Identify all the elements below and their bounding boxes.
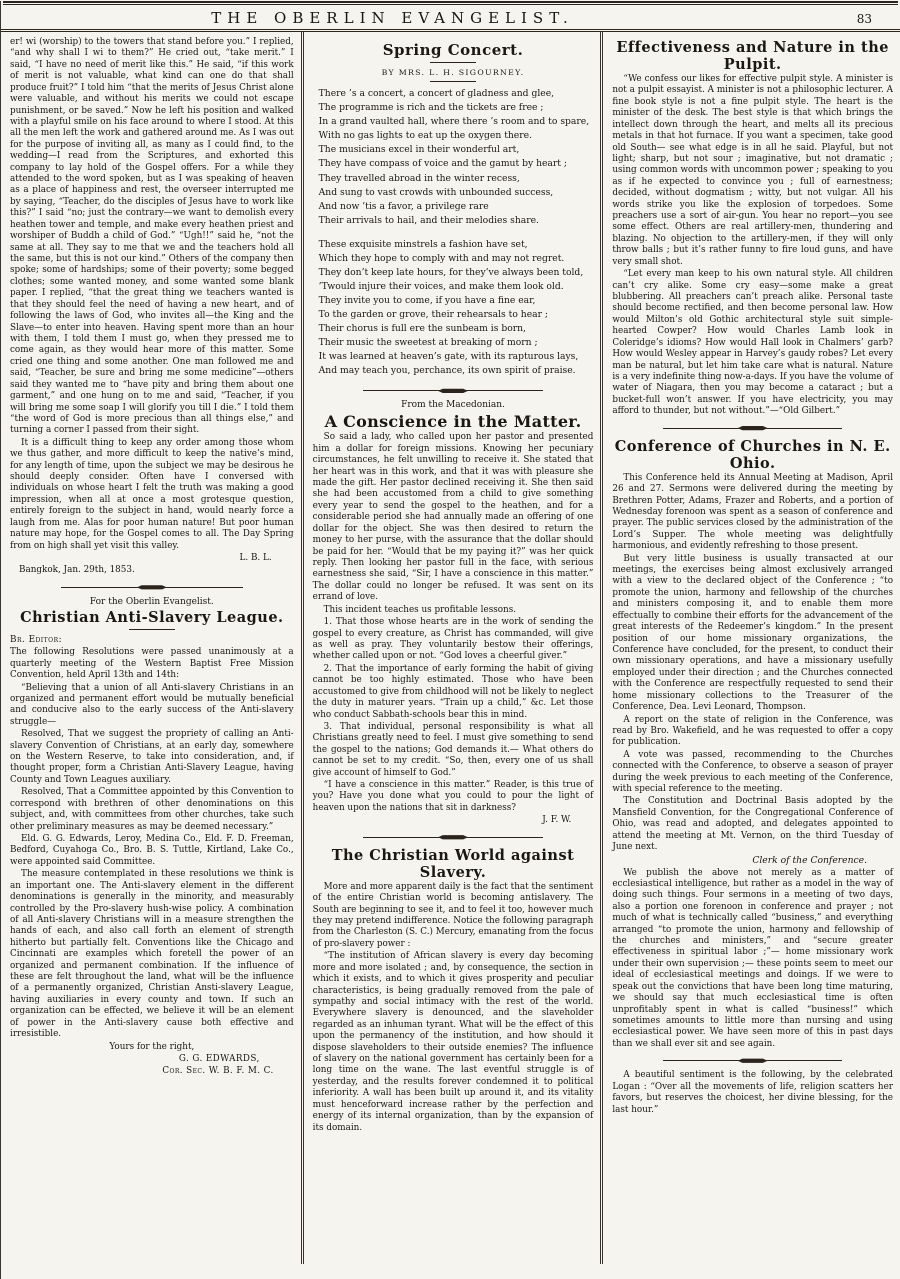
letter-signature: J. F. W. bbox=[542, 815, 572, 826]
article-kicker: From the Macedonian. bbox=[401, 400, 505, 411]
paragraph: A beautiful sentiment is the following, by the celebrated Logan : “Over all the movements of life, religion scatters her favors, but reserves the choicest, her divine blessing, for the last hour.” bbox=[612, 1070, 894, 1115]
title-rule bbox=[430, 62, 476, 63]
divider-ornament bbox=[61, 585, 243, 590]
poem-line: There ’s a concert, a concert of gladness and glee, bbox=[318, 88, 555, 100]
article-conference bbox=[612, 438, 893, 1051]
paragraph: “I have a conscience in this matter.” Reader, is this true of you? Have you done what you could to pour the light of heaven upon the nations that sit in darkness? bbox=[312, 780, 594, 813]
poem-line: Their arrivals to hail, and their melodies share. bbox=[318, 214, 539, 226]
article-christian-world bbox=[313, 847, 594, 1134]
diamond-icon bbox=[137, 585, 167, 590]
paragraph: er! wi (worship) to the towers that stand before you.” I replied, “and why shall I wi to them?” He cried out, “take merit.” I said, “I have no need of merit like this.” He said, “if this work of merit is not valuable, what kind can one do that shall produce fruit?” I told him “that the merits of Jesus Christ alone were valuable, and without his merits we could not escape punishment, or be saved.” Now he left his position and walked with a playful smile on his face around to where I stood. At this all the men left the work and gathered around me. As I was out for the purpose of inviting all, as many as I could find, to the wedding—I read from the Scriptures, and exhorted this company to lay hold of the Gospel offers. For a while they attended to the word spoken, but as I was speaking of heaven as a place of happiness and rest, the overseer interrupted me by saying, “Teacher, do the disciples of Jesus have to work like this?” I said “no; just the contrary—we want to demolish every heathen tower and temple, and make every heathen priest and worshiper of Buddh a child of God.” “Ugh!!” said he, “not the same at all. They say to me that we and the teachers hold all the same, but this is not our kind.” Others of the company then spoke; some of hardships; some of their poverty; some begged clothes; some wanted money, and some wanted some blank paper. I replied, “that the great thing we teachers wanted is that they should feel the need of having a new heart, and of following the laws of God, who invites all—the King and the Slave—to enter into heaven. Having spent more than an hour with them, I told them I must go, when they pressed me to come again, as they would hear more of this matter. Some cried one thing and some another. One man followed me and said, “Teacher, be sure and bring me some medicine”—others said they wanted me to “have pity and bring them about one garment,” and one hung on to me and said, “Teacher, if you will bring me some soap I will glorify you till I die.” I told them “the word of God is more precious than all things else,” and turning a corner I passed from their sight. bbox=[10, 37, 294, 436]
poem-line: Their music the sweetest at breaking of morn ; bbox=[318, 337, 538, 349]
paragraph: A vote was passed, recommending to the Churches connected with the Conference, to observe a season of prayer during the week previous to each meeting of the Conference, with special reference to the meeting. bbox=[612, 749, 894, 795]
clerk-signature: Clerk of the Conference. bbox=[752, 854, 868, 866]
poem-line: They have compass of voice and the gamut by heart ; bbox=[318, 158, 568, 170]
article-pulpit bbox=[612, 39, 893, 418]
divider-ornament bbox=[663, 426, 843, 431]
poem-line: The musicians excel in their wonderful art, bbox=[318, 144, 520, 156]
article-spring-concert bbox=[313, 41, 594, 377]
divider-ornament bbox=[363, 388, 543, 393]
article-anti-slavery-league bbox=[10, 597, 294, 1078]
article-title: A Conscience in the Matter. bbox=[324, 412, 582, 432]
article-kicker: For the Oberlin Evangelist. bbox=[89, 596, 214, 607]
paragraph: “We confess our likes for effective pulpit style. A minister is not a pulpit essayist. A minister is not a philosophic lecturer. A fine book style is not a fine pulpit style. The heart is the minister of the desk. The best style is that which brings the intellect down through the heart, and melts all its precious metals in that hot furnace. If you want a specimen, take good old South— see what edge is in all he said. Playful, but not light; sharp, but not sour ; imaginative, but not dramatic ; using common words with uncommon power ; speaking to you as if he expected to convince you ; full of earnestness; decided, without dogmatism ; witty, but not vulgar. All his words strike you like the explosion of torpedoes. Some preachers use a sort of air-gun. You hear no report—you see some effect. Others are real artillery-men, thundering and blazing. No objection to the artillery-men, if they will only throw balls ; but it’s rather funny to fire loud guns, and have very small shot. bbox=[612, 74, 894, 267]
paragraph: “Believing that a union of all Anti-slavery Christians in an organized and permanent effort would be mutually beneficial and conducive also to the early success of the Anti-slavery struggle— bbox=[10, 682, 294, 727]
dateline: Bangkok, Jan. 29th, 1853. bbox=[19, 565, 135, 576]
poem-byline: BY MRS. L. H. SIGOURNEY. bbox=[381, 68, 525, 77]
paragraph: “The institution of African slavery is every day becoming more and more isolated ; and, by consequence, the section in which it exists, and to which it gives prosperity and peculiar characteristics, is being gradually removed from the pale of sympathy and social intimacy with the rest of the world. Everywhere slavery is denounced, and the slaveholder regarded as an inhuman tyrant. What will be the effect of this upon the permanency of the institution, and how should it dispose slaveholders to their outside enemies? The influence of slavery on the national government has certainly been for a long time on the wane. The last eventful struggle is of yesterday, and the results forever condemned it to political inferiority. A wall has been built up around it, and its vitality must henceforward increase rather by the perfection and energy of its internal organization, than by the expansion of its domain. bbox=[312, 951, 594, 1133]
paragraph: The measure contemplated in these resolutions we think is an important one. The Anti-slavery element in the different denominations is generally in the minority, and measurably controlled by the Pro-slavery hush-wise policy. A combination of all Anti-slavery Christians will in a measure strengthen the hands of each, and also call forth an element of strength hitherto but partially felt. Conventions like the Chicago and Cincinnati are examples which foretell the power of an organized and permanent combination. If the influence of these are felt throughout the land, what will be the influence of a permanently organized, Christian Ansti-slavery League, having auxiliaries in every county and town. If such an organization can be effected, we believe it will be an element of power in the Anti-slavery cause both effective and irresistible. bbox=[10, 869, 294, 1040]
article-title: Conference of Churches in N. E. Ohio. bbox=[614, 437, 891, 472]
paragraph: This incident teaches us profitable lessons. bbox=[323, 604, 517, 615]
masthead bbox=[1, 5, 900, 32]
poem-title: Spring Concert. bbox=[382, 41, 524, 59]
article-title: Effectiveness and Nature in the Pulpit. bbox=[616, 39, 889, 73]
byline-rule bbox=[430, 81, 476, 82]
salutation: Br. Editor: bbox=[10, 634, 63, 645]
paragraph: 3. That individual, personal responsibility is what all Christians greatly need to feel. I must give something to send the gospel to the nations; God demands it.— What others do cannot be set to my credit. “So, then, every one of us shall give account of himself to God.” bbox=[312, 721, 594, 778]
columns bbox=[1, 32, 900, 1264]
article-bangkok-letter bbox=[10, 37, 294, 577]
paragraph: It is a difficult thing to keep any order among those whom we thus gather, and more difficult to keep the native’s mind, for any length of time, upon the subject we may be desirous he should deeply consider. Often have I conversed with individuals on whose heart I felt the truth was making a good impression, when all at once a most grotesque question, entirely foreign to the subject in hand, would nearly force a laugh from me. Alas for poor human nature! But poor human nature may hope, for the Gospel comes to all. The Day Spring from on high shall yet visit this valley. bbox=[10, 437, 294, 551]
column-2 bbox=[301, 32, 601, 1264]
masthead-title: THE OBERLIN EVANGELIST. bbox=[211, 9, 574, 27]
diamond-icon bbox=[438, 388, 468, 393]
paragraph: The following Resolutions were passed unanimously at a quarterly meeting of the Western Baptist Free Mission Convention, held April 13th and 14th: bbox=[10, 647, 294, 681]
paragraph: The Constitution and Doctrinal Basis adopted by the Mansfield Convention, for the Congregational Conference of Ohio, was read and adopted, and delegates appointed to attend the meeting at Mt. Vernon, on the third Tuesday of June next. bbox=[612, 796, 894, 853]
poem-line: With no gas lights to eat up the oxygen there. bbox=[318, 130, 532, 142]
newspaper-page bbox=[0, 1, 900, 1279]
poem-line: These exquisite minstrels a fashion have set, bbox=[318, 238, 528, 250]
diamond-icon bbox=[438, 835, 468, 840]
poem-line: Their chorus is full ere the sunbeam is born, bbox=[318, 323, 526, 335]
poem-stanza bbox=[319, 238, 594, 378]
poem-line: It was learned at heaven’s gate, with its rapturous lays, bbox=[318, 351, 579, 363]
divider-ornament bbox=[363, 835, 543, 840]
column-1 bbox=[1, 32, 301, 1264]
poem-line: The programme is rich and the tickets are free ; bbox=[318, 102, 544, 114]
article-title: Christian Anti-Slavery League. bbox=[20, 608, 284, 626]
poem-line: And may teach you, perchance, its own spirit of praise. bbox=[318, 365, 576, 377]
diamond-icon bbox=[738, 1058, 768, 1063]
paragraph: A report on the state of religion in the Conference, was read by Bro. Wakefield, and he was requested to offer a copy for publication. bbox=[612, 714, 894, 748]
paragraph: 1. That those whose hearts are in the work of sending the gospel to every creature, as Christ has commanded, will give as well as pray. They voluntarily bestow their offerings, whether called upon or not. “God loves a cheerful giver.” bbox=[312, 617, 594, 662]
paragraph: But very little business is usually transacted at our meetings, the exercises being almost exclusively arranged with a view to the declared object of the Conference ; “to promote the union, harmony and fellowship of the churches and ministers composing it, and to enable them more effectually to combine their efforts for the advancement of the great interests of the Redeemer’s kingdom.” In the present position of our home missionary organizations, the Conference have concluded, for the present, to conduct their own missionary operations, and have a missionary usefully employed under their direction ; and the Churches connected with the Conference are respectfully requested to send their home missionary collections to the Treasurer of the Conference, Dea. Levi Leonard, Thompson. bbox=[612, 553, 894, 713]
paragraph: Eld. G. G. Edwards, Leroy, Medina Co., Eld. F. D. Freeman, Bedford, Cuyahoga Co., Bro. B. S. Tuttle, Kirtland, Lake Co., were appointed said Committee. bbox=[10, 834, 294, 867]
paragraph: This Conference held its Annual Meeting at Madison, April 26 and 27. Sermons were delivered during the meeting by Brethren Potter, Adams, Frazer and Roberts, and a portion of Wednesday forenoon was spent as a season of conference and prayer. The public services closed by the administration of the Lord’s Supper. The whole meeting was delightfully harmonious, and evidently refreshing to those present. bbox=[612, 472, 894, 552]
article-conscience bbox=[313, 400, 594, 826]
diamond-icon bbox=[738, 426, 768, 431]
poem-line: They invite you to come, if you have a fine ear, bbox=[318, 295, 536, 306]
poem-line: They don’t keep late hours, for they’ve always been told, bbox=[318, 266, 584, 278]
article-title: The Christian World against Slavery. bbox=[331, 846, 575, 881]
signature-title: Cor. Sec. W. B. F. M. C. bbox=[162, 1066, 274, 1077]
poem-stanza bbox=[319, 87, 594, 227]
poem-line: In a grand vaulted hall, where there ’s room and to spare, bbox=[318, 116, 590, 128]
paragraph: 2. That the importance of early forming the habit of giving cannot be too highly estimated. Those who have been accustomed to give from childhood will not be likely to neglect the duty in maturer years. “Train up a child,” &c. Let those who conduct Sabbath-schools bear this in mind. bbox=[312, 663, 594, 720]
paragraph: So said a lady, who called upon her pastor and presented him a dollar for foreign missions. Knowing her pecuniary circumstances, he felt unwilling to receive it. She stated that her heart was in this work, and that it was with pleasure she made the gift. Her pastor declined receiving it. She then said she had been accustomed from a child to give something every year to send the gospel to the heathen, and for a considerable period she had annually made an offering of one dollar for the object. She was then desired to return the money to her purse, with the assurance that the dollar should be paid for her. “Would that be my paying it?” was her quick reply. Then looking her pastor full in the face, with serious earnestness she said, “Sir, I have a conscience in this matter.” The dollar could no longer be refused. It was sent on its errand of love. bbox=[312, 432, 594, 603]
paragraph: We publish the above not merely as a matter of ecclesiastical intelligence, but rather as a model in the way of doing such things. Four sermons in a meeting of two days, also a portion one forenoon in conference and prayer ; not much of what is technically called “business,” and everything arranged “to promote the union, harmony and fellowship of the churches and ministers,” and “secure greater effectiveness in spiritual labor ;”— home missionary work under their own supervision ;— these points seem to meet our ideal of ecclesiastical meetings and doings. If we were to speak out the convictions that have been long time maturing, we should say that much ecclesiastical time is often unprofitably spent in what is called “business!” which sometimes amounts to little more than nursing and using ecclesiastical power. We have seen more of this in past days than we shall ever sit and see again. bbox=[612, 867, 894, 1049]
letter-closing: Yours for the right, bbox=[109, 1041, 195, 1052]
poem-line: They travelled abroad in the winter recess, bbox=[318, 172, 520, 184]
title-rule bbox=[129, 629, 175, 630]
paragraph: More and more apparent daily is the fact that the sentiment of the entire Christian world is becoming antislavery. The South are beginning to see it, and to feel it too, however much they may pretend indifference. Notice the following paragraph from the Charleston (S. C.) Mercury, emanating from the focus of pro-slavery power : bbox=[312, 881, 594, 949]
poem-line: To the garden or grove, their rehearsals to hear ; bbox=[318, 309, 549, 321]
poem-body bbox=[319, 87, 594, 377]
paragraph: Resolved, That we suggest the propriety of calling an Anti-slavery Convention of Christians, at an early day, somewhere on the Western Reserve, to take into consideration, and, if thought proper, form a Christian Anti-Slavery League, having County and Town Leagues auxiliary. bbox=[10, 729, 294, 785]
letter-signature: L. B. L. bbox=[239, 552, 272, 563]
article-sentiment bbox=[612, 1070, 893, 1116]
poem-line: Which they hope to comply with and may not regret. bbox=[318, 252, 565, 264]
poem-line: ’Twould injure their voices, and make them look old. bbox=[318, 280, 564, 292]
divider-ornament bbox=[663, 1058, 843, 1063]
poem-line: And now ’tis a favor, a privilege rare bbox=[318, 200, 489, 212]
paragraph: “Let every man keep to his own natural style. All children can’t cry alike. Some cry easy—some make a great blubbering. All preachers can’t preach alike. Personal taste should become rectified, and then become personal law. How would Milton’s old Gothic architectural style suit simple-hearted Cowper? How would Charles Lamb look in Coleridge’s idioms? How would Hall look in Chalmers’ garb? How would Wesley appear in Harvey’s gaudy robes? Let every man be natural, but let him take care what is natural. Nature is a very indefinite thing now-a-days. If you have the volume of water of Niagara, then you may become a cataract ; but a bucket-full won’t answer. If you have electricity, you may afford to thunder, but not without.”—“Old Gilbert.” bbox=[612, 269, 894, 417]
letter-signature: G. G. EDWARDS, bbox=[178, 1054, 260, 1065]
column-3 bbox=[600, 32, 900, 1264]
paragraph: Resolved, That a Committee appointed by this Convention to correspond with brethren of other denominations on this subject, and, with committees from other churches, take such other preliminary measures as may be deemed necessary.” bbox=[10, 787, 294, 832]
page-number: 83 bbox=[856, 12, 872, 26]
poem-line: And sung to vast crowds with unbounded success, bbox=[318, 186, 554, 198]
